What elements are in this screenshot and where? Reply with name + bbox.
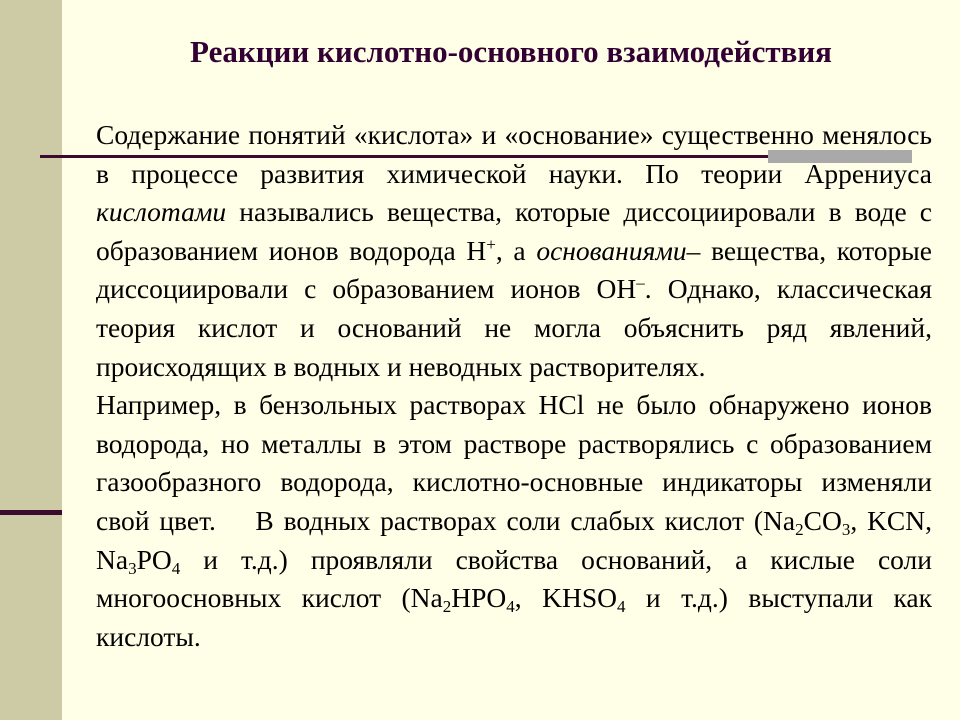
- superscript-plus: +: [486, 234, 496, 254]
- superscript-minus: –: [636, 273, 645, 293]
- text-run: – вещества, которые диссоциировали с образованием ионов ОН: [96, 234, 932, 305]
- text-run: , а: [495, 234, 537, 266]
- text-run: . Однако, классическая теория кислот и оснований не могла объяснить ряд явлений, происходящих в водных и неводных растворителях.: [96, 273, 932, 382]
- paragraph-arrhenius: [96, 116, 932, 386]
- slide-title: Реакции кислотно-основного взаимодействия: [190, 34, 832, 69]
- text-run: , KHSO: [514, 582, 617, 614]
- text-run: Например, в бензольных растворах HCl не было обнаружено ионов водорода, но металлы в этом растворе растворялись с образованием газообразного водорода, кислотно-основные индикаторы изменяли свой цвет. В водных растворах соли слабых кислот (Na: [96, 389, 939, 536]
- slide-body: [96, 116, 939, 656]
- text-run: PO: [136, 543, 172, 575]
- subscript: 3: [841, 520, 851, 540]
- subscript: 4: [506, 597, 515, 617]
- term-acids: кислотами: [96, 196, 227, 228]
- subscript: 2: [795, 520, 804, 540]
- subscript: 3: [128, 558, 137, 578]
- side-bar-divider: [0, 510, 62, 515]
- text-run: назывались вещества, которые диссоциировали в воде с образованием ионов водорода Н: [96, 196, 932, 266]
- text-run: HPO: [451, 582, 507, 614]
- term-bases: основаниями: [536, 234, 687, 266]
- text-run: и т.д.) проявляли свойства оснований, а кислые соли многоосновных кислот (Na: [96, 543, 932, 614]
- side-bar: [0, 0, 62, 720]
- paragraph-examples: [96, 386, 939, 656]
- text-run: и т.д.) выступали как кислоты.: [96, 582, 932, 652]
- subscript: 2: [442, 597, 452, 617]
- text-run: CO: [803, 504, 842, 536]
- subscript: 4: [616, 597, 626, 617]
- text-run: Содержание понятий «кислота» и «основание» существенно менялось в процессе развития химической науки. По теории Аррениуса: [96, 119, 932, 189]
- text-run: , KCN, Na: [96, 504, 933, 575]
- subscript: 4: [171, 558, 181, 578]
